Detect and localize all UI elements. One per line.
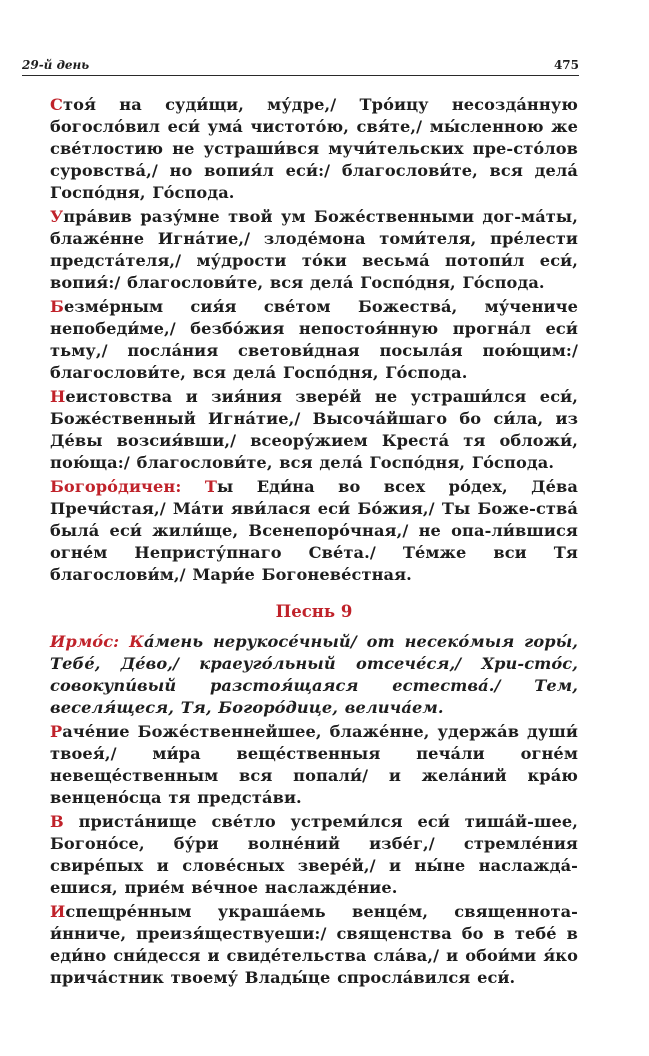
red-initial: В	[50, 812, 64, 831]
red-initial: Р	[50, 722, 63, 741]
red-initial: И	[50, 902, 66, 921]
theotokion-label: Богоро́дичен:	[50, 477, 205, 496]
troparion-text: тоя́ на суди́щи, му́дре,/ Тро́ицу несозда́нную богосло́вил еси́ ума́ чистото́ю, свя́те,/ мы́сленною же све́тлостию не устраши́вся мучи́тельских пре-сто́лов суровства́,/ но вопия́л еси́:/ благослови́те, вся дела́ Госпо́дня, Го́спода.	[50, 95, 578, 202]
running-title: 29-й день	[22, 58, 90, 72]
troparion-text: еистовства и зия́ния звере́й не устраши́лся еси́, Боже́ственный Игна́тие,/ Высоча́йшаго бо си́ла, из Де́вы возсия́вши,/ всеору́жием Креста́ тя обложи́, пою́ща:/ благослови́те, вся дела́ Госпо́дня, Го́спода.	[50, 387, 578, 472]
troparion-3	[50, 296, 578, 384]
irmos	[50, 631, 578, 719]
troparion-text: аче́ние Боже́ственнейшее, блаже́нне, удержа́в души́ твоея́,/ ми́ра веще́ственныя печа́ли огне́м невеще́ственным вся попали́/ и жела́ний кра́ю венцено́сца тя предста́ви.	[50, 722, 578, 807]
red-initial: К	[129, 632, 144, 651]
troparion-7	[50, 901, 578, 989]
troparion-text: приста́нище све́тло устреми́лся еси́ тиша́й-шее, Богоно́се, бу́ри волне́ний избе́г,/ стремле́ния свире́пых и слове́сных звере́й,/ и ны́не наслажда́-ешися, прие́м ве́чное наслажде́ние.	[50, 812, 578, 897]
troparion-1	[50, 94, 578, 204]
page-number: 475	[553, 58, 579, 72]
page-header	[22, 50, 579, 76]
troparion-text: езме́рным сия́я све́том Божества́, му́чениче непобеди́ме,/ безбо́жия непостоя́нную прогна́л еси́ тьму,/ посла́ния светови́дная посыла́я пою́щим:/ благослови́те, вся дела́ Госпо́дня, Го́спода.	[50, 297, 578, 382]
troparion-text: спещре́нным украша́емь венце́м, священнота-и́нниче, преизя́ществуеши:/ священства бо в тебе́ в еди́но сни́десся и свиде́тельства сла́ва,/ и обои́ми я́ко прича́стник твоему́ Влады́це спросла́вился еси́.	[50, 902, 578, 987]
red-initial: С	[50, 95, 63, 114]
troparion-6	[50, 811, 578, 899]
theotokion	[50, 476, 578, 586]
red-initial: Т	[204, 477, 217, 496]
red-initial: У	[50, 207, 64, 226]
red-initial: Б	[50, 297, 64, 316]
irmos-label: Ирмо́с:	[50, 632, 130, 651]
troparion-2	[50, 206, 578, 294]
troparion-text: пра́вив разу́мне твой ум Боже́ственными дог-ма́ты, блаже́нне Игна́тие,/ злоде́мона томи́теля, пре́лести предста́теля,/ му́дрости то́ки весьма́ потопи́л еси́, вопия́:/ благослови́те, вся дела́ Госпо́дня, Го́спода.	[50, 207, 578, 292]
irmos-text: а́мень нерукосе́чный/ от несеко́мыя горы́, Тебе́, Де́во,/ краеуго́льный отсече́ся,/ Хри-сто́с, совокупи́вый разстоя́щаяся естества́./ Тем, веселя́щеся, Тя, Богоро́дице, велича́ем.	[50, 632, 578, 717]
troparion-5	[50, 721, 578, 809]
theotokion-text: ы Еди́на во всех ро́дех, Де́ва Пречи́стая,/ Ма́ти яви́лася еси́ Бо́жия,/ Ты Боже-ства́ была́ еси́ жили́ще, Всенепоро́чная,/ не опа-ли́вшися огне́м Непристу́пнаго Све́та./ Те́мже вси Тя благослови́м,/ Мари́е Богоневе́стная.	[50, 477, 578, 584]
troparion-4	[50, 386, 578, 474]
page-content	[50, 94, 578, 991]
ode-title: Песнь 9	[275, 602, 353, 621]
red-initial: Н	[50, 387, 66, 406]
